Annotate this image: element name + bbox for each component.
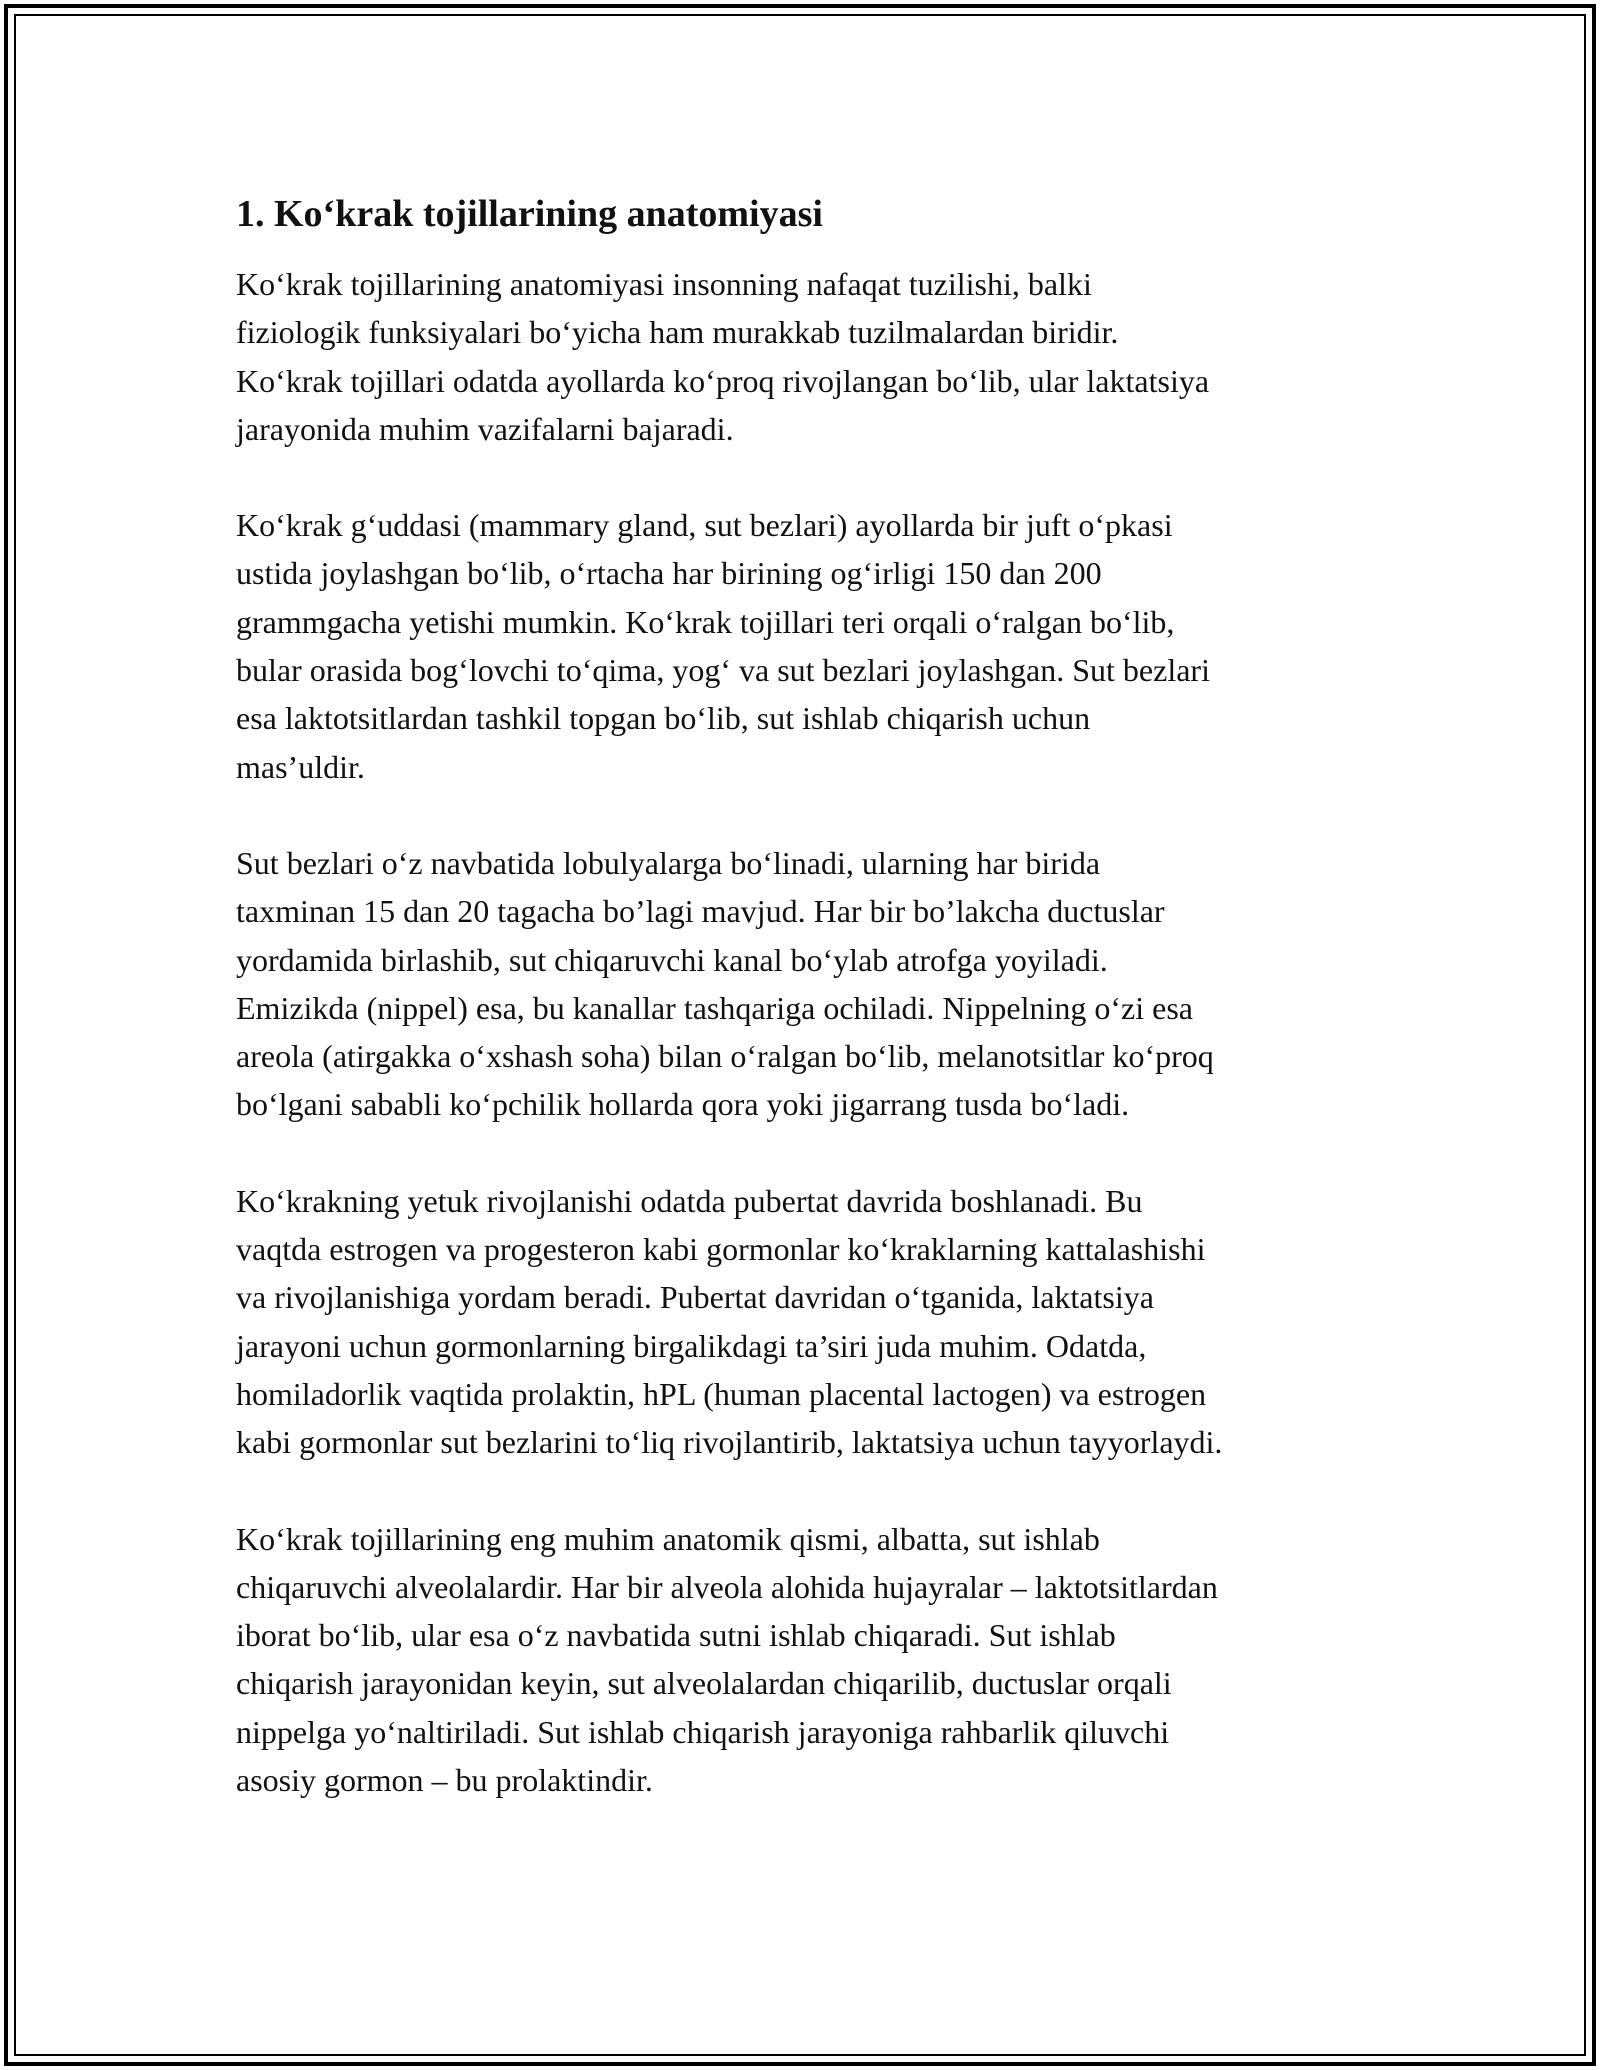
section-heading: 1. Ko‘krak tojillarining anatomiyasi (236, 193, 823, 235)
document-body (236, 190, 1376, 1804)
paragraph-3: Sut bezlari o‘z navbatida lobulyalarga bo‘linadi, ularning har birida taxminan 15 dan 20 tagacha bo’lagi mavjud. Har bir bo’lakcha ductuslar yordamida birlashib, sut chiqaruvchi kanal bo‘ylab atrofga yoyiladi. Emizikda (nippel) esa, bu kanallar tashqariga ochiladi. Nippelning o‘zi esa areola (atirgakka o‘xshash soha) bilan o‘ralgan bo‘lib, melanotsitlar ko‘proq bo‘lgani sababli ko‘pchilik hollarda qora yoki jigarrang tusda bo‘ladi. (236, 844, 1214, 1123)
paragraph-5: Ko‘krak tojillarining eng muhim anatomik qismi, albatta, sut ishlab chiqaruvchi alveolalardir. Har bir alveola alohida hujayralar – laktotsitlardan iborat bo‘lib, ular esa o‘z navbatida sutni ishlab chiqaradi. Sut ishlab chiqarish jarayonidan keyin, sut alveolalardan chiqarilib, ductuslar orqali nippelga yo‘naltiriladi. Sut ishlab chiqarish jarayoniga rahbarlik qiluvchi asosiy gormon – bu prolaktindir. (236, 1520, 1218, 1799)
paragraph-4: Ko‘krakning yetuk rivojlanishi odatda pubertat davrida boshlanadi. Bu vaqtda estrogen va progesteron kabi gormonlar ko‘kraklarning kattalashishi va rivojlanishiga yordam beradi. Pubertat davridan o‘tganida, laktatsiya jarayoni uchun gormonlarning birgalikdagi ta’siri juda muhim. Odatda, homiladorlik vaqtida prolaktin, hPL (human placental lactogen) va estrogen kabi gormonlar sut bezlarini to‘liq rivojlantirib, laktatsiya uchun tayyorlaydi. (236, 1182, 1223, 1461)
paragraph-1: Ko‘krak tojillarining anatomiyasi insonning nafaqat tuzilishi, balki fiziologik funksiyalari bo‘yicha ham murakkab tuzilmalardan biridir. Ko‘krak tojillari odatda ayollarda ko‘proq rivojlangan bo‘lib, ular laktatsiya jarayonida muhim vazifalarni bajaradi. (236, 266, 1210, 447)
paragraph-2: Ko‘krak g‘uddasi (mammary gland, sut bezlari) ayollarda bir juft o‘pkasi ustida joylashgan bo‘lib, o‘rtacha har birining og‘irligi 150 dan 200 grammgacha yetishi mumkin. Ko‘krak tojillari teri orqali o‘ralgan bo‘lib, bular orasida bog‘lovchi to‘qima, yog‘ va sut bezlari joylashgan. Sut bezlari esa laktotsitlardan tashkil topgan bo‘lib, sut ishlab chiqarish uchun mas’uldir. (236, 507, 1210, 785)
